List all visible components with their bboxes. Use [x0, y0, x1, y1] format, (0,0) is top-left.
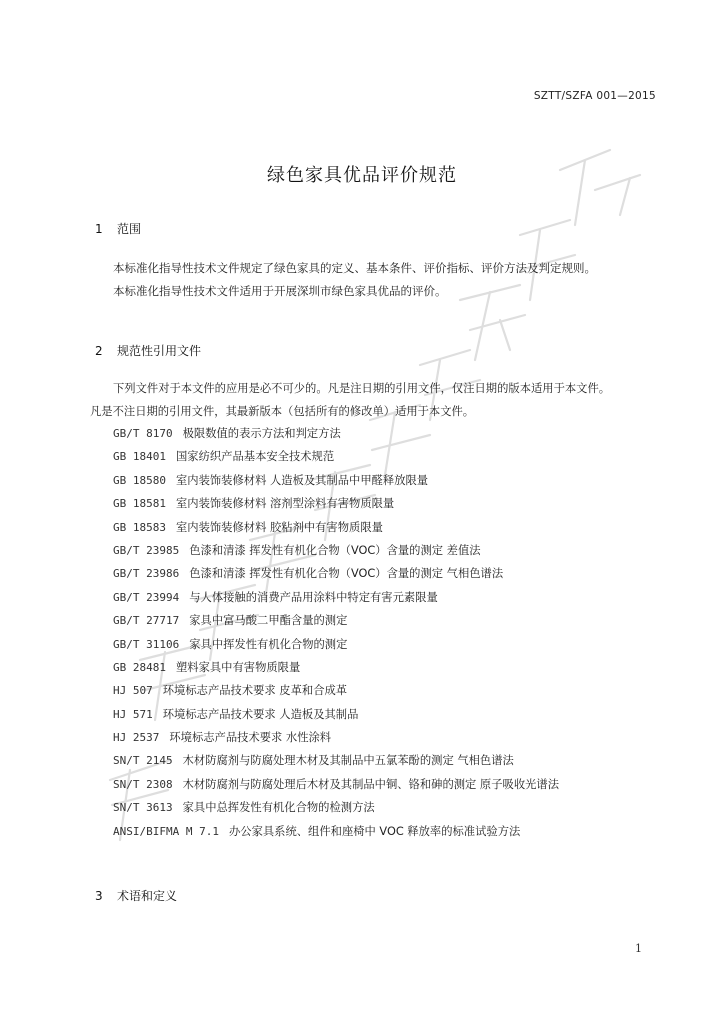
reference-item [113, 589, 559, 612]
reference-title: 环境标志产品技术要求 皮革和合成革 [162, 684, 348, 698]
reference-code: GB 18581 [113, 497, 166, 511]
section-1-paragraph: 本标准化指导性技术文件规定了绿色家具的定义、基本条件、评价指标、评价方法及判定规则。 [113, 261, 596, 275]
reference-item [113, 612, 559, 635]
reference-title: 环境标志产品技术要求 水性涂料 [169, 731, 332, 745]
section-title: 规范性引用文件 [117, 344, 202, 358]
reference-item [113, 425, 559, 448]
reference-item [113, 706, 559, 729]
reference-item [113, 659, 559, 682]
section-number: 3 [95, 889, 103, 903]
reference-code: GB/T 8170 [113, 427, 173, 440]
section-1-paragraph: 本标准化指导性技术文件适用于开展深圳市绿色家具优品的评价。 [113, 284, 447, 298]
reference-title: 家具中挥发性有机化合物的测定 [189, 637, 348, 651]
reference-title: 与人体接触的消费产品用涂料中特定有害元素限量 [189, 590, 438, 604]
reference-item [113, 448, 559, 471]
reference-item [113, 636, 559, 659]
reference-title: 塑料家具中有害物质限量 [175, 660, 301, 674]
reference-code: SN/T 2145 [113, 754, 173, 768]
section-number: 1 [95, 222, 103, 236]
reference-code: GB/T 31106 [113, 637, 180, 651]
reference-code: HJ 507 [113, 684, 153, 698]
reference-code: SN/T 2308 [113, 777, 173, 791]
reference-title: 国家纺织产品基本安全技术规范 [175, 450, 335, 464]
reference-code: HJ 571 [113, 707, 153, 721]
section-2-intro: 下列文件对于本文件的应用是必不可少的。凡是注日期的引用文件，仅注日期的版本适用于本文件。 [113, 382, 611, 395]
reference-code: GB/T 23986 [113, 567, 180, 581]
reference-item [113, 823, 559, 846]
reference-code: GB 18401 [113, 450, 166, 464]
reference-item [113, 472, 559, 495]
reference-code: GB/T 23994 [113, 590, 180, 604]
reference-item [113, 519, 559, 542]
section-title: 术语和定义 [117, 889, 178, 903]
reference-item [113, 752, 559, 775]
document-number: SZTT/SZFA 001—2015 [533, 90, 656, 102]
reference-item [113, 495, 559, 518]
reference-code: SN/T 3613 [113, 801, 173, 815]
reference-title: 木材防腐剂与防腐处理后木材及其制品中铜、铬和砷的测定 原子吸收光谱法 [182, 777, 560, 791]
reference-item [113, 565, 559, 588]
reference-code: GB/T 23985 [113, 543, 180, 557]
reference-code: GB 18583 [113, 520, 166, 534]
reference-title: 家具中总挥发性有机化合物的检测方法 [182, 801, 375, 815]
section-number: 2 [95, 344, 103, 358]
reference-title: 极限数值的表示方法和判定方法 [182, 427, 341, 440]
reference-title: 室内装饰装修材料 溶剂型涂料有害物质限量 [175, 497, 395, 511]
reference-item [113, 542, 559, 565]
reference-title: 色漆和清漆 挥发性有机化合物（VOC）含量的测定 差值法 [189, 543, 481, 557]
document-title: 绿色家具优品评价规范 [267, 165, 457, 186]
reference-item [113, 799, 559, 822]
section-1-heading [95, 220, 141, 237]
reference-title: 木材防腐剂与防腐处理木材及其制品中五氯苯酚的测定 气相色谱法 [182, 754, 514, 768]
reference-title: 环境标志产品技术要求 人造板及其制品 [162, 707, 359, 721]
reference-item [113, 729, 559, 752]
reference-title: 色漆和清漆 挥发性有机化合物（VOC）含量的测定 气相色谱法 [189, 567, 504, 581]
section-2-intro: 凡是不注日期的引用文件，其最新版本（包括所有的修改单）适用于本文件。 [90, 405, 475, 418]
reference-item [113, 776, 559, 799]
reference-list [113, 425, 559, 846]
reference-code: GB/T 27717 [113, 614, 180, 628]
section-2-heading [95, 342, 201, 359]
reference-code: GB 18580 [113, 473, 166, 487]
reference-title: 室内装饰装修材料 人造板及其制品中甲醛释放限量 [175, 473, 429, 487]
page-number: 1 [635, 942, 642, 955]
reference-item [113, 682, 559, 705]
section-title: 范围 [117, 222, 142, 236]
reference-title: 办公家具系统、组件和座椅中 VOC 释放率的标准试验方法 [228, 824, 521, 838]
reference-title: 室内装饰装修材料 胶粘剂中有害物质限量 [175, 520, 383, 534]
reference-code: HJ 2537 [113, 731, 160, 745]
reference-code: GB 28481 [113, 660, 166, 674]
reference-code: ANSI/BIFMA M 7.1 [113, 824, 219, 838]
section-3-heading [95, 887, 177, 904]
reference-title: 家具中富马酸二甲酯含量的测定 [189, 614, 348, 628]
